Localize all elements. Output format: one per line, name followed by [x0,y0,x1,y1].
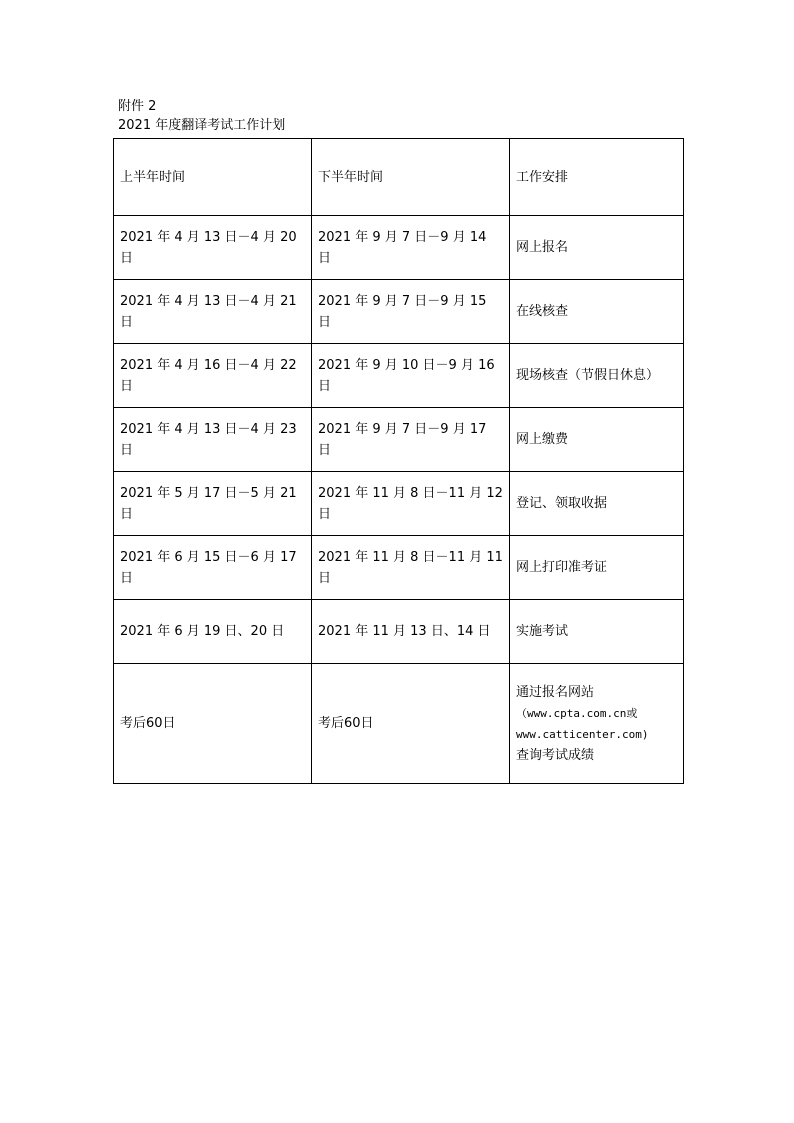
results-line-1: 通过报名网站 [516,684,595,700]
cell-first-half: 2021 年 4 月 13 日－4 月 21 日 [114,280,312,344]
cell-arrangement: 登记、领取收据 [510,472,684,536]
cell-arrangement: 网上报名 [510,216,684,280]
cell-second-half: 2021 年 11 月 8 日－11 月 11 日 [312,536,510,600]
cell-arrangement: 网上打印准考证 [510,536,684,600]
results-url-1: （www.cpta.com.cn或 [516,706,638,720]
table-row [114,280,684,344]
cell-second-half: 2021 年 9 月 7 日－9 月 17 日 [312,408,510,472]
header-first-half: 上半年时间 [114,139,312,216]
header-arrangement: 工作安排 [510,139,684,216]
header-second-half: 下半年时间 [312,139,510,216]
cell-second-half: 2021 年 11 月 13 日、14 日 [312,600,510,664]
attachment-label: 附件 2 [118,99,157,114]
table-row [114,344,684,408]
cell-first-half: 2021 年 5 月 17 日－5 月 21 日 [114,472,312,536]
table-row [114,536,684,600]
cell-second-half: 2021 年 9 月 7 日－9 月 14 日 [312,216,510,280]
cell-first-half: 2021 年 4 月 16 日－4 月 22 日 [114,344,312,408]
cell-arrangement-results [510,664,684,784]
cell-second-half: 考后60日 [312,664,510,784]
cell-arrangement: 实施考试 [510,600,684,664]
cell-first-half: 2021 年 4 月 13 日－4 月 20 日 [114,216,312,280]
table-row [114,216,684,280]
table-header-row [114,139,684,216]
cell-arrangement: 现场核查（节假日休息） [510,344,684,408]
cell-first-half: 2021 年 6 月 15 日－6 月 17 日 [114,536,312,600]
cell-second-half: 2021 年 9 月 10 日－9 月 16 日 [312,344,510,408]
cell-second-half: 2021 年 9 月 7 日－9 月 15 日 [312,280,510,344]
table-row [114,600,684,664]
cell-first-half: 2021 年 6 月 19 日、20 日 [114,600,312,664]
document-title: 2021 年度翻译考试工作计划 [118,118,286,133]
cell-second-half: 2021 年 11 月 8 日－11 月 12 日 [312,472,510,536]
results-url-2: www.catticenter.com) [516,727,649,741]
table-row-results [114,664,684,784]
cell-arrangement: 网上缴费 [510,408,684,472]
results-line-4: 查询考试成绩 [516,747,595,763]
cell-first-half: 考后60日 [114,664,312,784]
table-row [114,408,684,472]
cell-arrangement: 在线核查 [510,280,684,344]
schedule-table [113,138,684,784]
cell-first-half: 2021 年 4 月 13 日－4 月 23 日 [114,408,312,472]
table-row [114,472,684,536]
